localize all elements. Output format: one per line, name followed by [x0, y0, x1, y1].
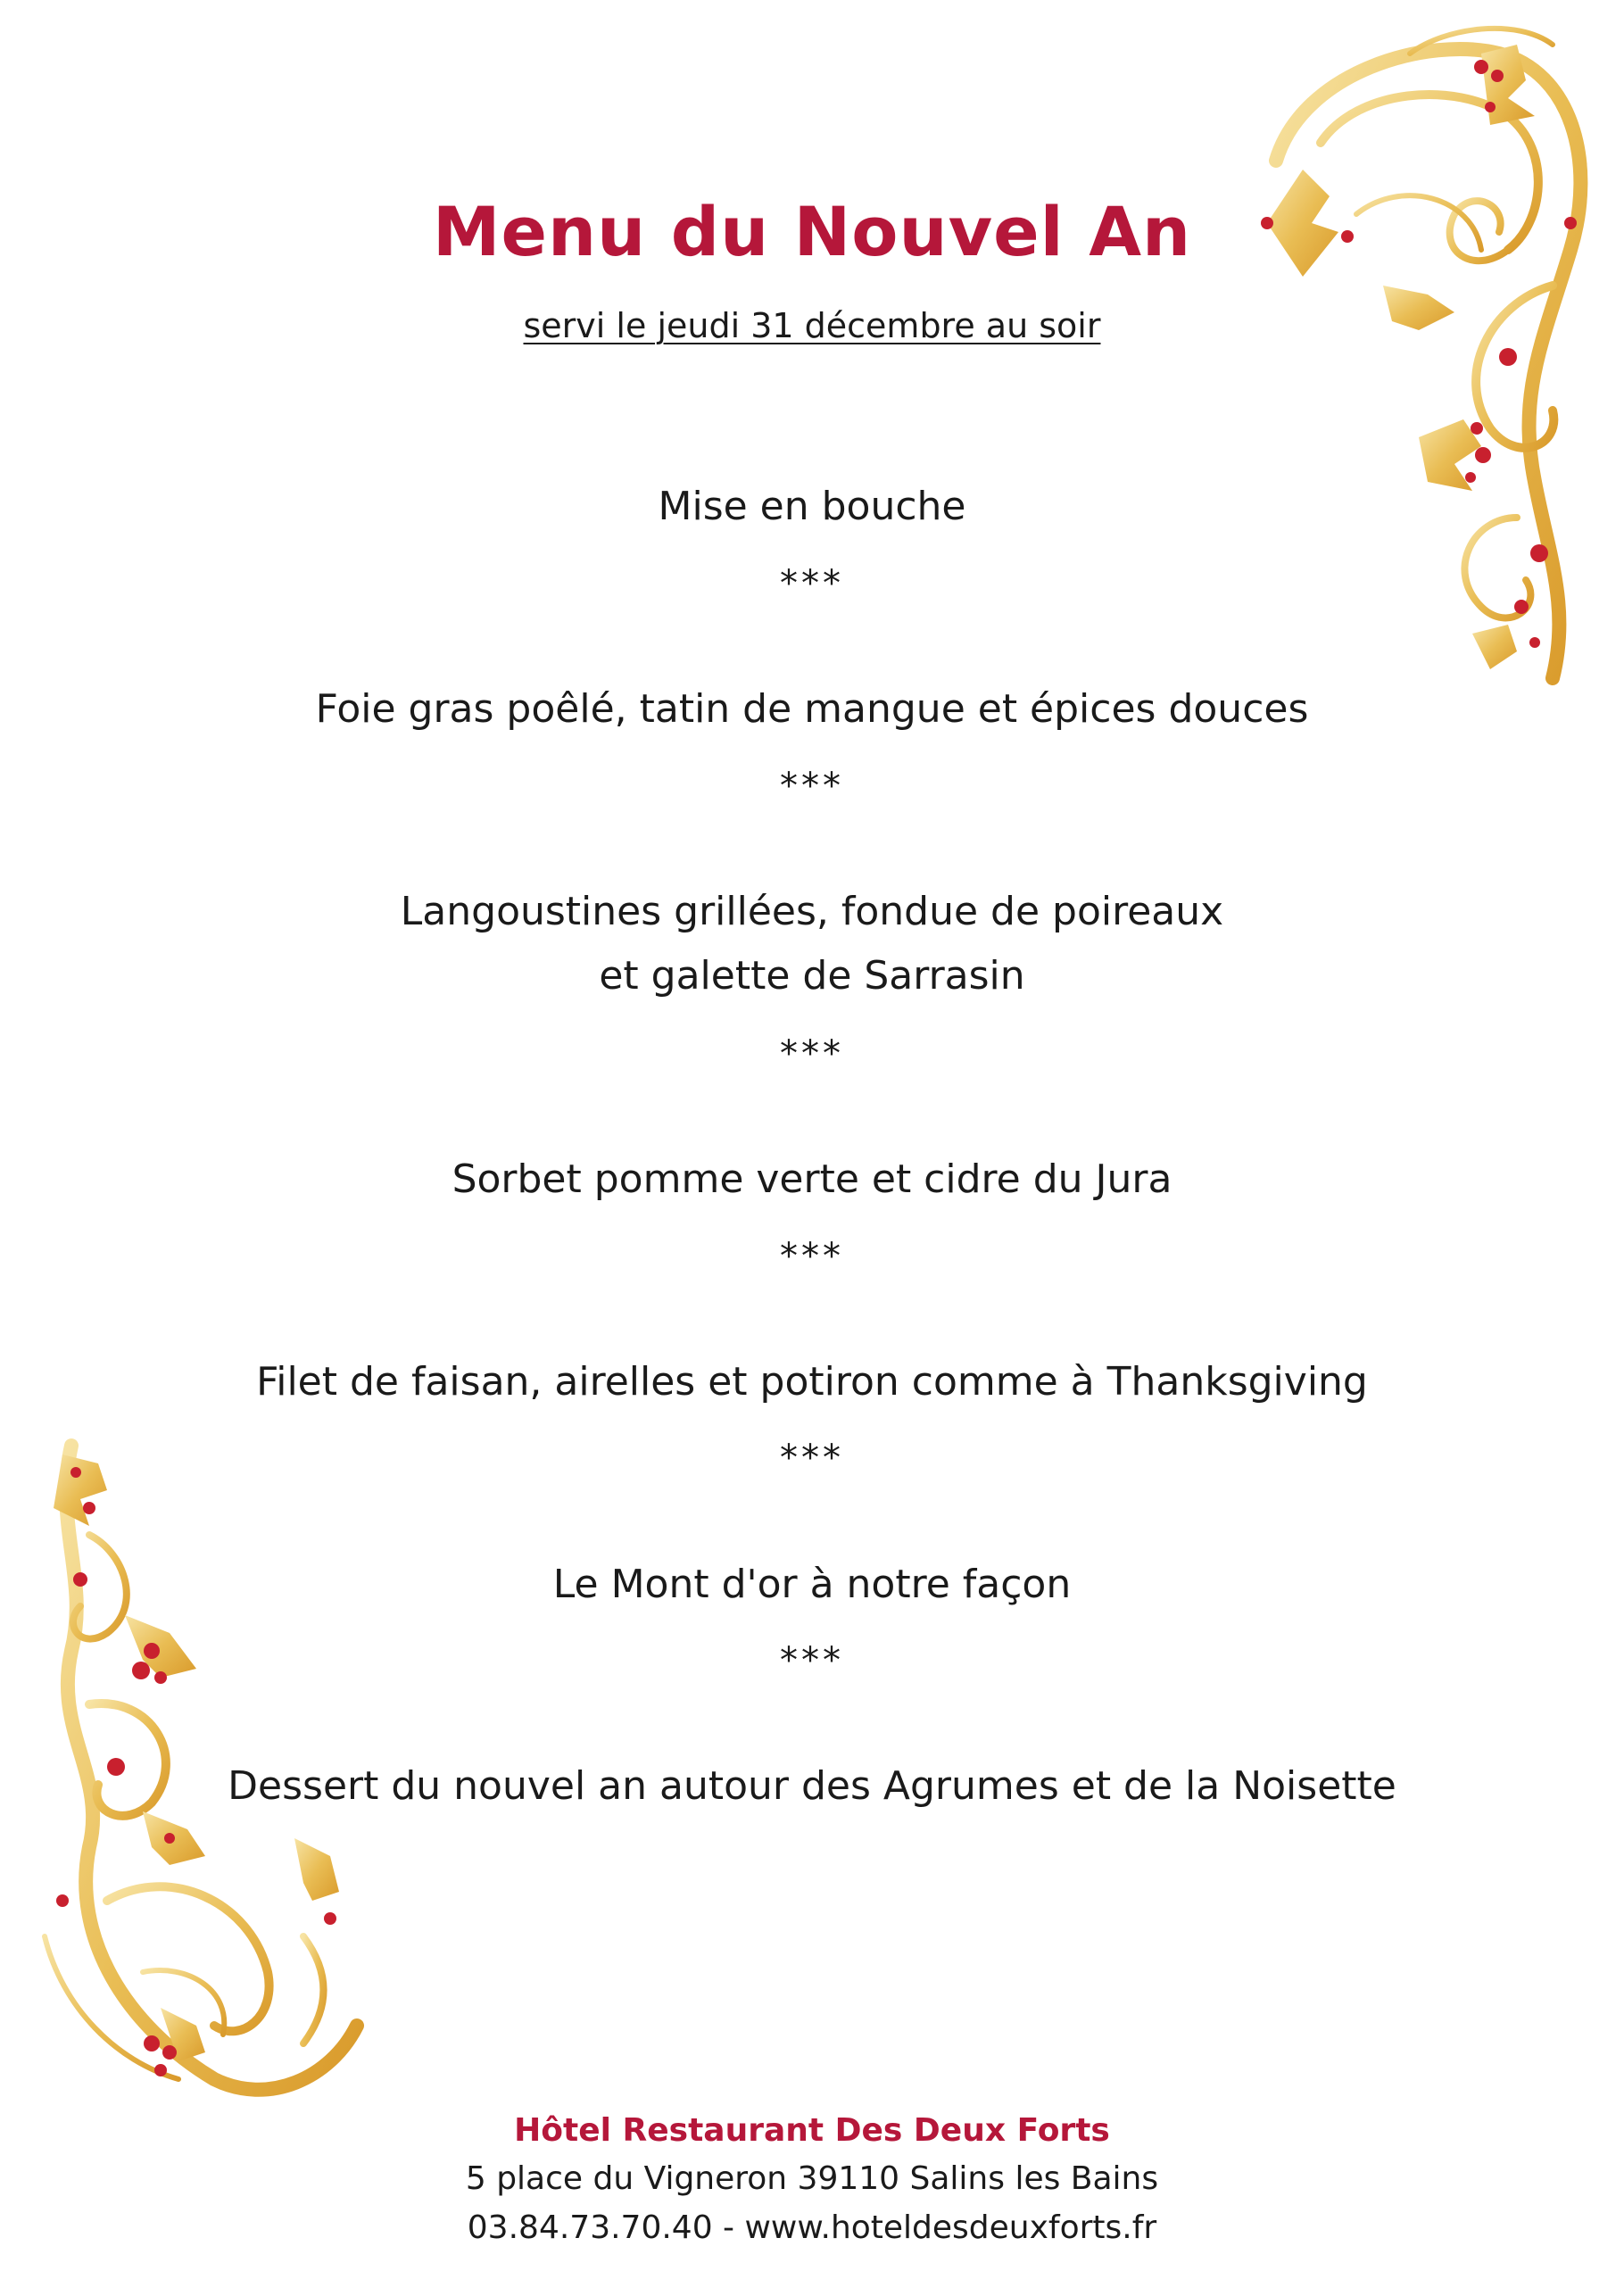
course-7-line-1: Dessert du nouvel an autour des Agrumes et de la Noisette — [228, 1763, 1396, 1809]
footer-address: 5 place du Vigneron 39110 Salins les Bains — [465, 2160, 1159, 2197]
course-1-line-1: Mise en bouche — [658, 484, 966, 529]
page-subtitle: servi le jeudi 31 décembre au soir — [523, 306, 1101, 345]
course-separator: *** — [780, 1438, 844, 1479]
course-4-line-1: Sorbet pomme verte et cidre du Jura — [452, 1156, 1172, 1202]
course-2-line-1: Foie gras poêlé, tatin de mangue et épices douces — [315, 686, 1309, 732]
course-3-line-1: Langoustines grillées, fondue de poireaux — [400, 889, 1224, 934]
page-title: Menu du Nouvel An — [432, 192, 1192, 271]
course-separator: *** — [780, 1640, 844, 1681]
footer-contact: 03.84.73.70.40 - www.hoteldesdeuxforts.fr — [467, 2209, 1157, 2246]
course-separator: *** — [780, 1236, 844, 1277]
course-3-line-2: et galette de Sarrasin — [599, 953, 1025, 999]
course-separator: *** — [780, 766, 844, 807]
course-6-line-1: Le Mont d'or à notre façon — [552, 1562, 1072, 1607]
course-separator: *** — [780, 563, 844, 604]
course-5-line-1: Filet de faisan, airelles et potiron comme à Thanksgiving — [256, 1359, 1368, 1405]
course-separator: *** — [780, 1033, 844, 1074]
footer-restaurant-name: Hôtel Restaurant Des Deux Forts — [514, 2112, 1110, 2149]
